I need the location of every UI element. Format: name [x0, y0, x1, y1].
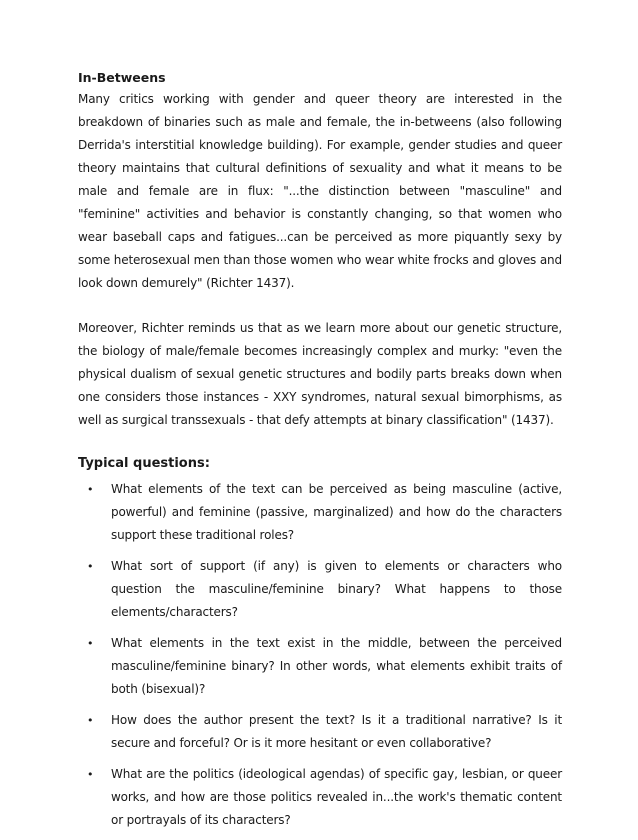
- list-item: [78, 709, 562, 755]
- question-text: What are the politics (ideological agendas) of specific gay, lesbian, or queer works, and how are those politics revealed in...the work's thematic content or portrayals of its characters?: [111, 767, 562, 827]
- body-paragraph: Many critics working with gender and queer theory are interested in the breakdown of binaries such as male and female, the in-betweens (also following Derrida's interstitial knowledge building). For example, gender studies and queer theory maintains that cultural definitions of sexuality and what it means to be male and female are in flux: "...the distinction between "masculine" and "feminine" activities and behavior is constantly changing, so that women who wear baseball caps and fatigues...can be perceived as more piquantly sexy by some heterosexual men than those women who wear white frocks and gloves and look down demurely" (Richter 1437).: [78, 92, 562, 290]
- paragraph-spacer: [78, 295, 562, 317]
- list-item: [78, 763, 562, 832]
- bullet-icon: •: [87, 768, 94, 781]
- questions-heading: Typical questions:: [78, 456, 210, 471]
- question-text: What elements in the text exist in the middle, between the perceived masculine/feminine binary? In other words, what elements exhibit traits of both (bisexual)?: [111, 636, 562, 696]
- questions-list: [78, 478, 562, 832]
- body-paragraph: Moreover, Richter reminds us that as we learn more about our genetic structure, the biology of male/female becomes increasingly complex and murky: "even the physical dualism of sexual genetic structures and bodily parts breaks down when one considers those instances - XXY syndromes, natural sexual bimorphisms, as well as surgical transsexuals - that defy attempts at binary classification" (1437).: [78, 321, 562, 427]
- question-text: What elements of the text can be perceived as being masculine (active, powerful) and feminine (passive, marginalized) and how do the characters support these traditional roles?: [111, 482, 562, 542]
- list-item: [78, 555, 562, 624]
- bullet-icon: •: [87, 483, 94, 496]
- list-item: [78, 632, 562, 701]
- section-heading: In-Betweens: [78, 70, 166, 85]
- list-item: [78, 478, 562, 547]
- bullet-icon: •: [87, 714, 94, 727]
- bullet-icon: •: [87, 637, 94, 650]
- bullet-icon: •: [87, 560, 94, 573]
- question-text: How does the author present the text? Is it a traditional narrative? Is it secure and forceful? Or is it more hesitant or even collaborative?: [111, 713, 562, 750]
- document-body: [78, 68, 562, 840]
- question-text: What sort of support (if any) is given to elements or characters who question the masculine/feminine binary? What happens to those elements/characters?: [111, 559, 562, 619]
- paragraph-spacer: [78, 432, 562, 454]
